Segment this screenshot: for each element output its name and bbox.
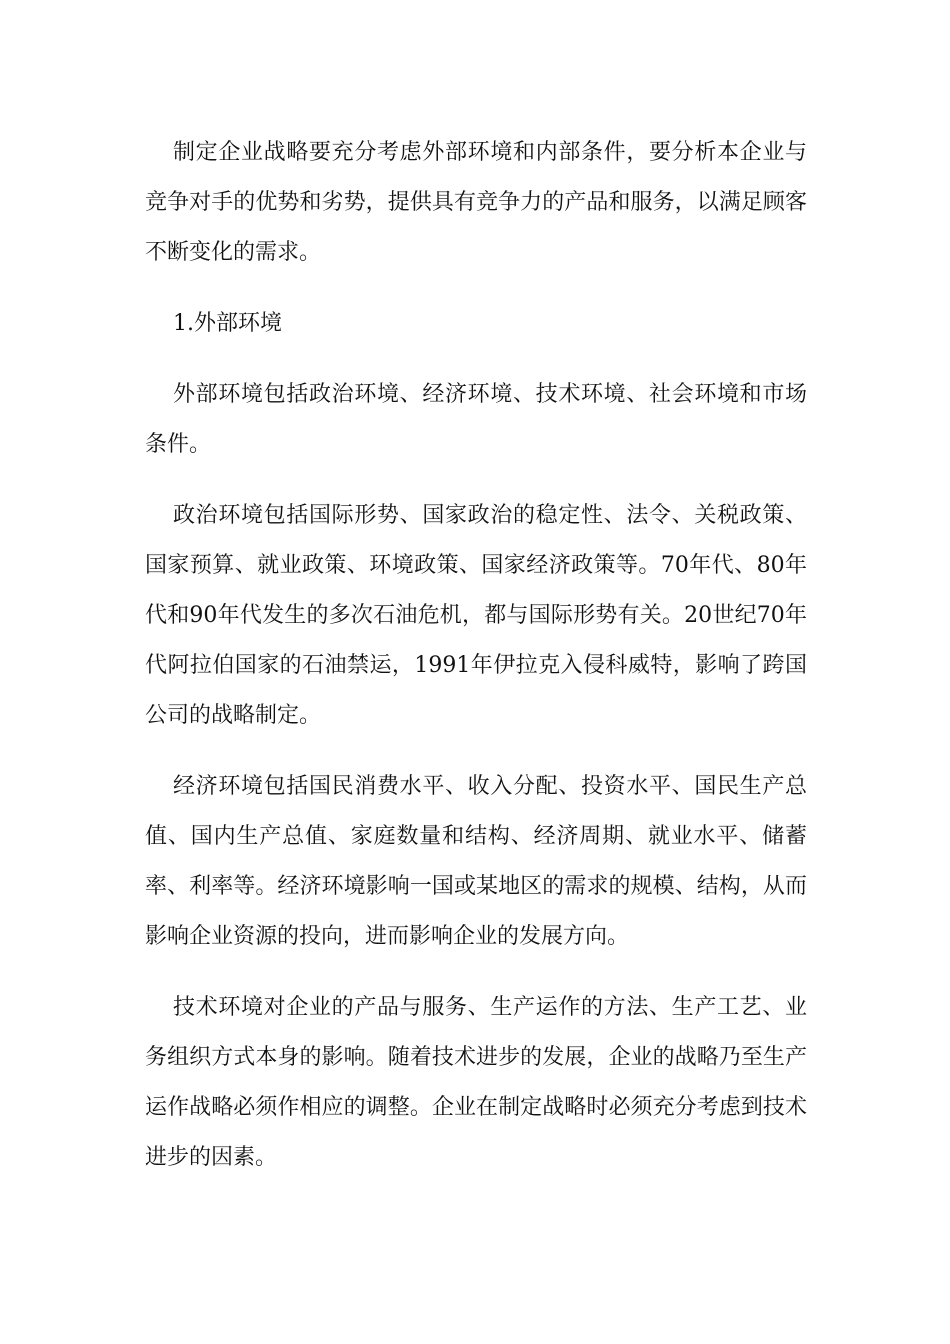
paragraph-intro: 制定企业战略要充分考虑外部环境和内部条件，要分析本企业与竞争对手的优势和劣势，提供具有竞争力的产品和服务，以满足顾客不断变化的需求。 [145,140,807,265]
paragraph-technical-environment: 技术环境对企业的产品与服务、生产运作的方法、生产工艺、业务组织方式本身的影响。随着技术进步的发展，企业的战略乃至生产运作战略必须作相应的调整。企业在制定战略时必须充分考虑到技术进步的因素。 [145,995,807,1170]
paragraph-economic-environment: 经济环境包括国民消费水平、收入分配、投资水平、国民生产总值、国内生产总值、家庭数量和结构、经济周期、就业水平、储蓄率、利率等。经济环境影响一国或某地区的需求的规模、结构，从而影响企业资源的投向，进而影响企业的发展方向。 [145,774,807,949]
paragraph-external-environment: 外部环境包括政治环境、经济环境、技术环境、社会环境和市场条件。 [145,382,807,457]
paragraph-political-environment: 政治环境包括国际形势、国家政治的稳定性、法令、关税政策、国家预算、就业政策、环境政策、国家经济政策等。70年代、80年代和90年代发生的多次石油危机，都与国际形势有关。20世纪70年代阿拉伯国家的石油禁运，1991年伊拉克入侵科威特，影响了跨国公司的战略制定。 [145,503,807,728]
document-body [145,128,807,1204]
section-heading-external-environment: 1.外部环境 [173,311,282,336]
